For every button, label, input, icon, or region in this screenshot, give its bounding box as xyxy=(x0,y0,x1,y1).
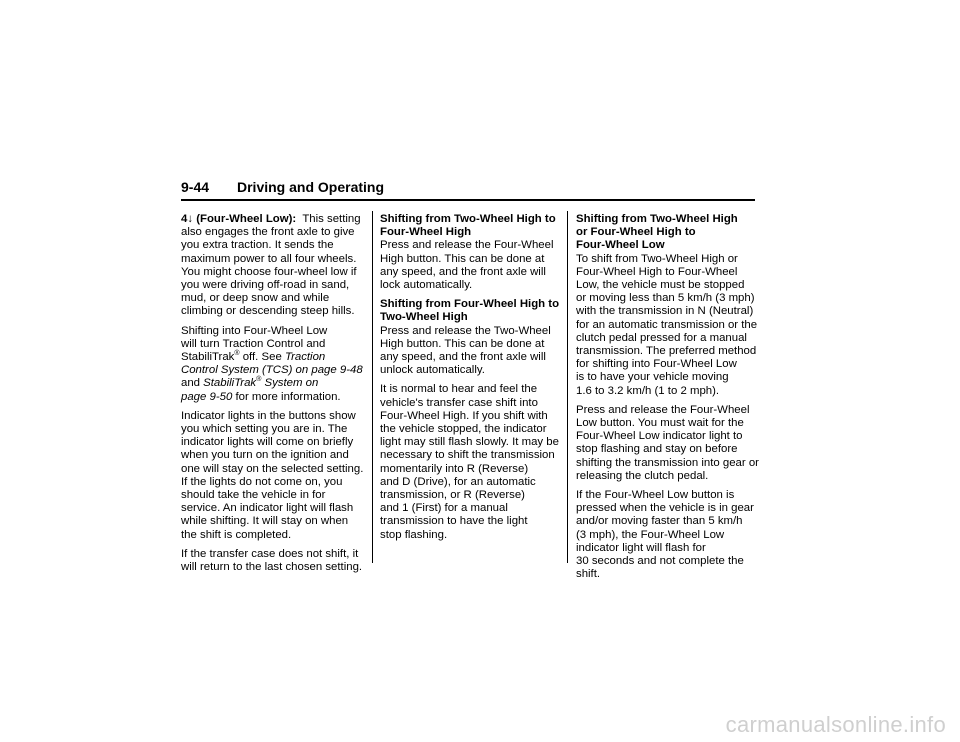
column-divider xyxy=(567,211,568,563)
paragraph: Press and release the Four-Wheel Low button. You must wait for the Four-Wheel Low indicator light to stop flashing and stay on before shifting the transmission into gear or releasing the clutch pedal. xyxy=(576,403,759,482)
stabilitrak-paragraph: Shifting into Four-Wheel Low will turn Traction Control and StabiliTrak® off. See Traction Control System (TCS) on page 9-48 and StabiliTrak® System on page 9-50 for more information. xyxy=(181,324,363,403)
down-arrow-icon: ↓ xyxy=(187,213,194,225)
header-rule xyxy=(181,199,755,201)
column-2 xyxy=(380,213,558,548)
page-number: 9-44 xyxy=(181,179,210,195)
paragraph: Press and release the Two-Wheel High button. This can be done at any speed, and the front axle will unlock automatically. xyxy=(380,324,551,377)
watermark: carmanualsonline.info xyxy=(725,712,946,737)
subheading: Shifting from Two-Wheel High or Four-Wheel High to Four-Wheel Low xyxy=(576,213,738,252)
column-divider xyxy=(372,211,373,563)
subheading: Shifting from Two-Wheel High to Four-Wheel High xyxy=(380,213,556,239)
column-1 xyxy=(181,213,366,580)
tcs-reference-link[interactable]: Traction xyxy=(284,351,326,364)
stabilitrak-reference-link[interactable]: page 9-50 xyxy=(181,390,233,403)
four-wheel-low-paragraph: 4↓ (Four-Wheel Low): This setting also engages the front axle to give you extra traction. It sends the maximum power to all four wheels. You might choose four-wheel low if you were driving off-road in sand, mud, or deep snow and while climbing or descending steep hills. xyxy=(181,213,361,318)
indicator-lights-paragraph: Indicator lights in the buttons show you which setting you are in. The indicator lights will come on briefly when you turn on the ignition and one will stay on the selected setting. If the lights do not come on, you should take the vehicle in for service. An indicator light will flash while shifting. It will stay on when the shift is completed. xyxy=(181,409,364,541)
paragraph: If the Four-Wheel Low button is pressed when the vehicle is in gear and/or moving faster than 5 km/h (3 mph), the Four-Wheel Low indicator light will flash for 30 seconds and not complete the shift. xyxy=(576,489,754,581)
paragraph: Press and release the Four-Wheel High button. This can be done at any speed, and the front axle will lock automatically. xyxy=(380,239,554,292)
paragraph: To shift from Two-Wheel High or Four-Wheel High to Four-Wheel Low, the vehicle must be stopped or moving less than 5 km/h (3 mph) with the transmission in N (Neutral) for an automatic transmission or the clutch pedal pressed for a manual transmission. The preferred method for shifting into Four-Wheel Low is to have your vehicle moving 1.6 to 3.2 km/h (1 to 2 mph). xyxy=(576,252,758,397)
page-header xyxy=(181,179,755,201)
section-title: Driving and Operating xyxy=(237,179,385,195)
transfer-case-paragraph: If the transfer case does not shift, it will return to the last chosen setting. xyxy=(181,547,363,574)
stabilitrak-reference-link[interactable]: StabiliTrak® System on xyxy=(203,376,319,390)
four-wheel-low-label: 4↓ (Four-Wheel Low): xyxy=(181,213,297,225)
subheading: Shifting from Four-Wheel High to Two-Wheel High xyxy=(380,298,560,324)
paragraph: It is normal to hear and feel the vehicle's transfer case shift into Four-Wheel High. If you shift with the vehicle stopped, the indicator light may still flash slowly. It may be necessary to shift the transmission momentarily into R (Reverse) and D (Drive), for an automatic transmission, or R (Reverse) and 1 (First) for a manual transmission to have the light stop flashing. xyxy=(380,383,559,541)
column-3 xyxy=(576,213,759,587)
tcs-reference-link[interactable]: Control System (TCS) on page 9-48 xyxy=(181,364,363,377)
